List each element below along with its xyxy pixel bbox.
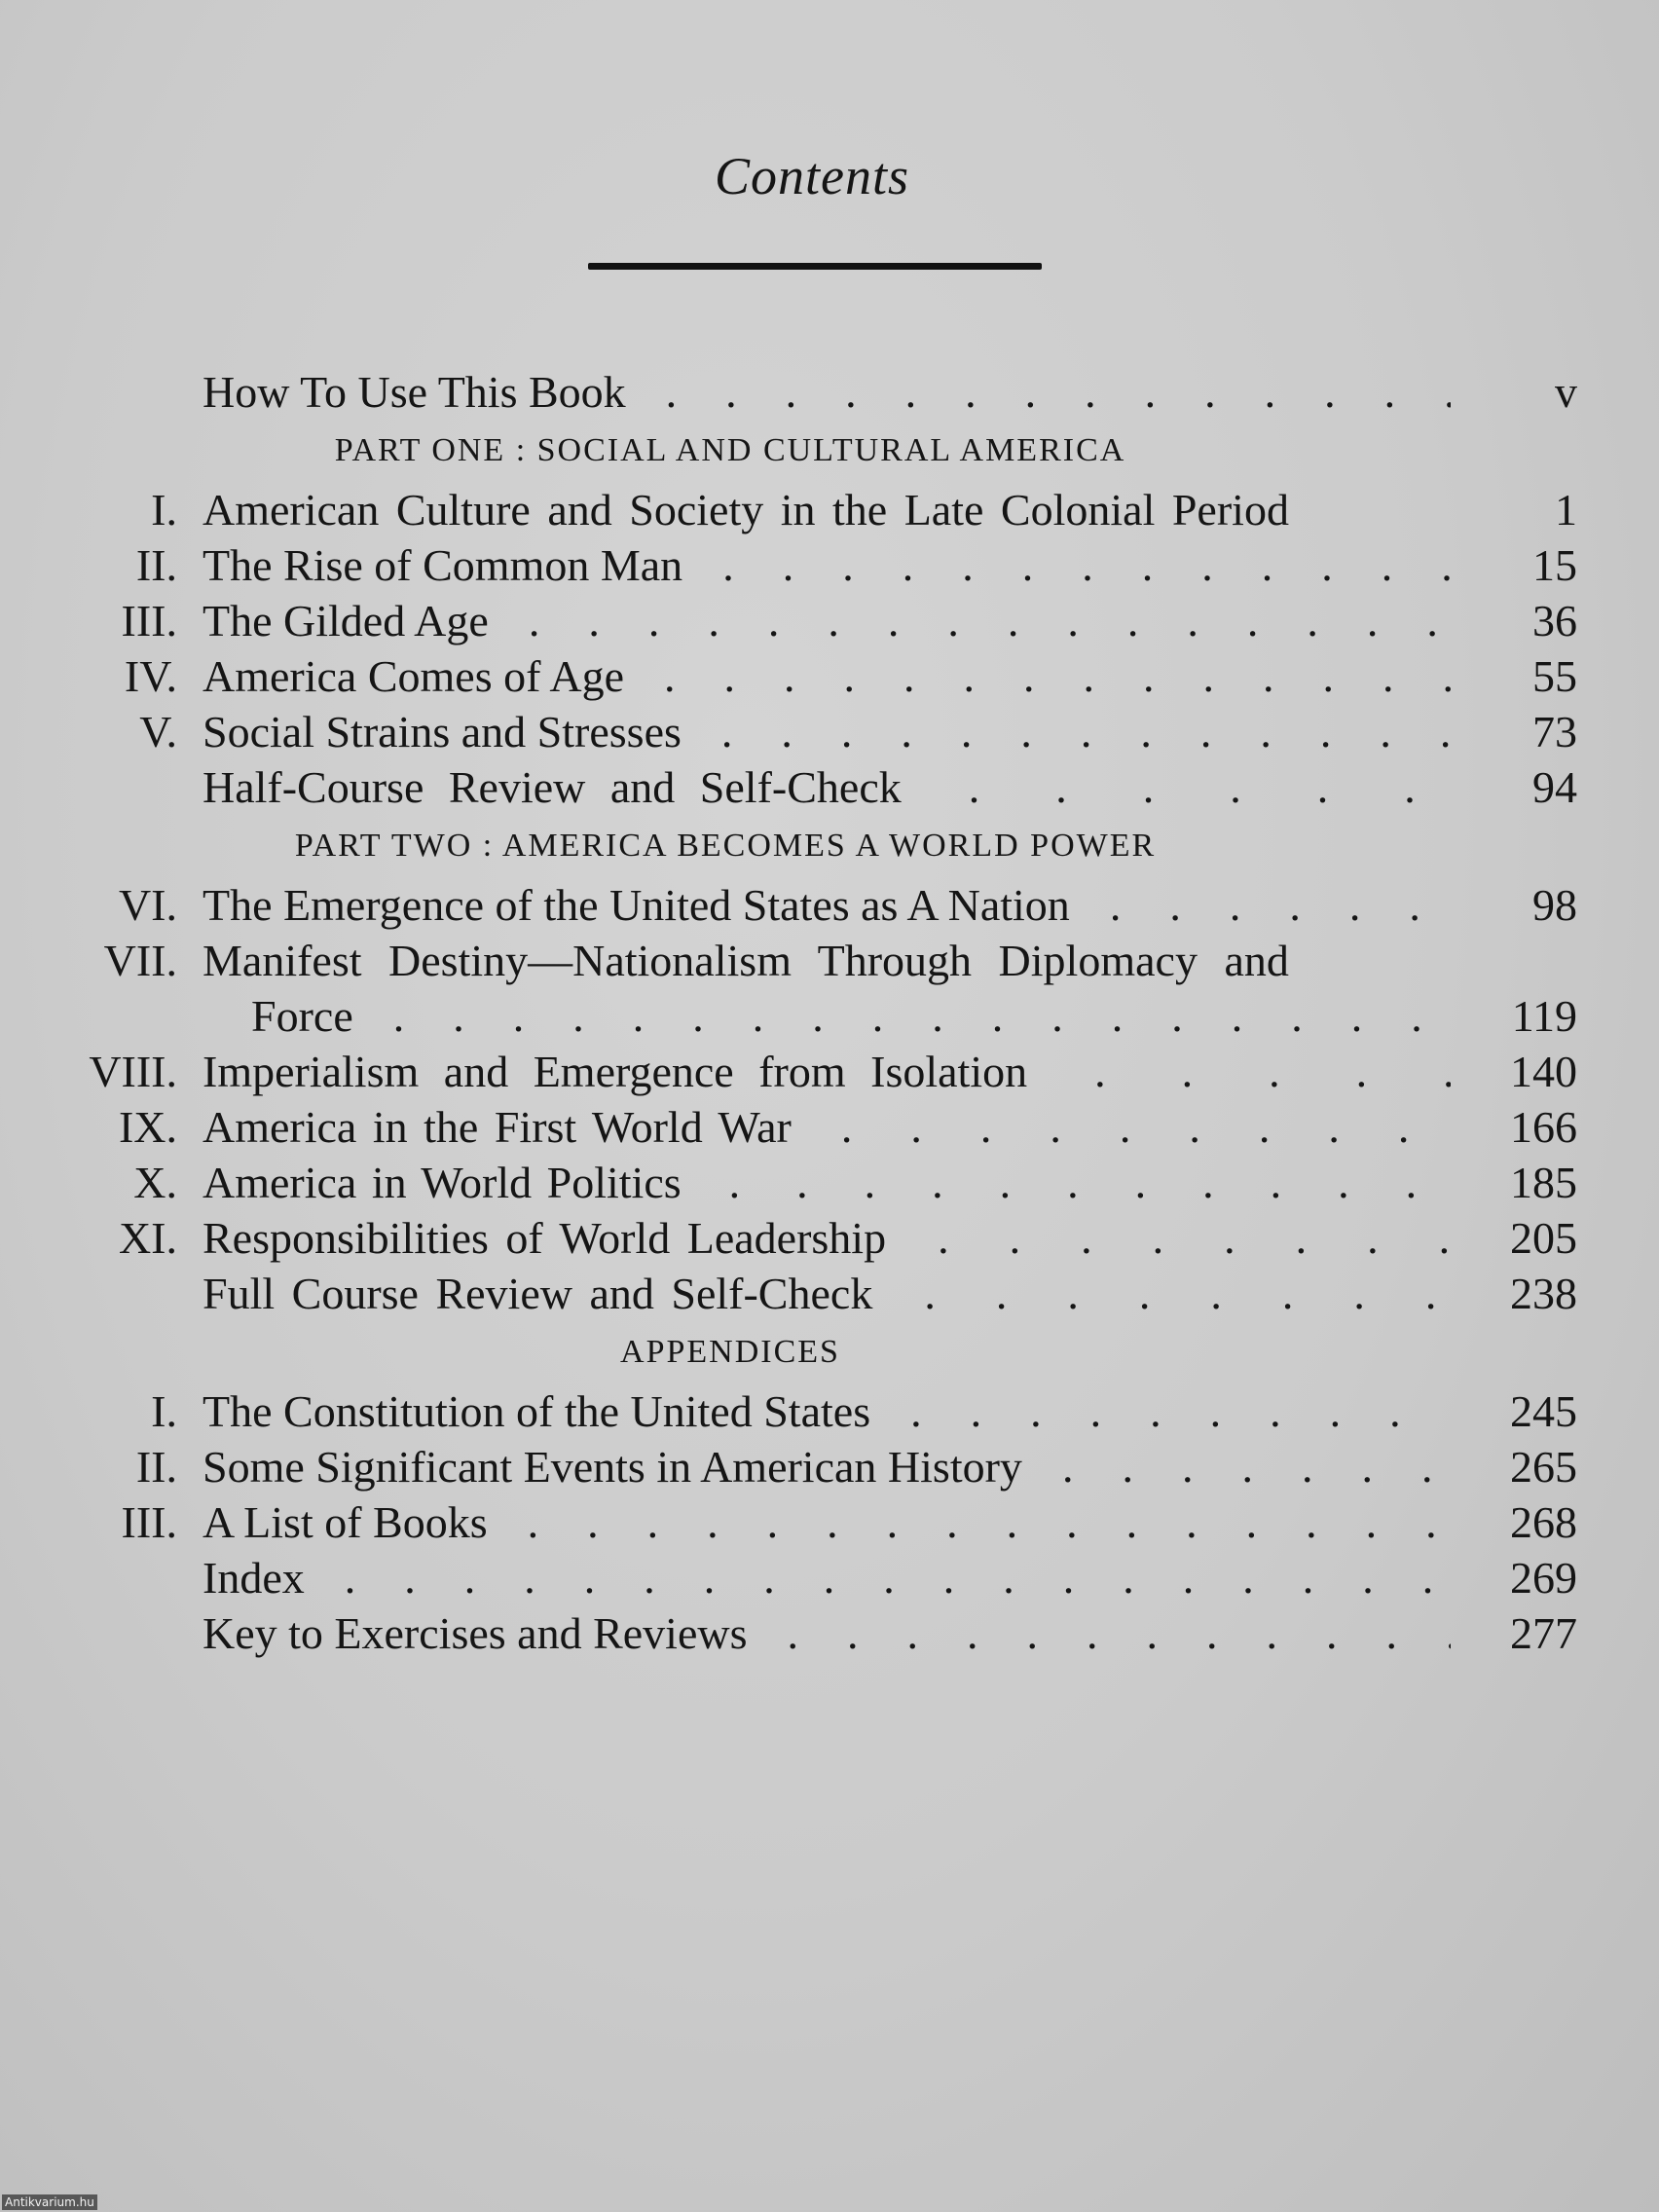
toc-entry-page: 205 — [1510, 1213, 1577, 1263]
toc-entry-label: Social Strains and Stresses . . — [203, 704, 1451, 759]
toc-entry-label: A List of Books . . — [203, 1494, 1451, 1550]
table-of-contents — [0, 364, 1659, 1661]
toc-entry-page: 98 — [1532, 880, 1577, 930]
toc-entry-number: III. — [121, 596, 177, 645]
toc-entry-page: v — [1555, 367, 1577, 417]
toc-entry-number: VIII. — [89, 1047, 177, 1096]
toc-entry-page: 268 — [1510, 1497, 1577, 1547]
toc-entry-page: 185 — [1510, 1158, 1577, 1207]
toc-entry-label: Responsibilities of World Leadership . . — [203, 1210, 1451, 1266]
toc-entry-number: X. — [133, 1158, 177, 1207]
toc-entry-number: XI. — [118, 1213, 177, 1263]
toc-entry-page: 15 — [1532, 540, 1577, 590]
toc-entry-label: Some Significant Events in American History . . — [203, 1439, 1451, 1494]
toc-entry-label: America in World Politics . . — [203, 1155, 1451, 1210]
toc-entry — [0, 482, 1659, 537]
toc-entry-number: I. — [151, 1386, 177, 1436]
toc-entry — [0, 537, 1659, 593]
toc-entry-number: VII. — [103, 936, 177, 985]
toc-entry-page: 73 — [1532, 707, 1577, 756]
toc-entry-label: The Constitution of the United States . . — [203, 1383, 1451, 1439]
toc-entry — [0, 933, 1659, 988]
toc-entry — [0, 1494, 1659, 1550]
toc-entry — [0, 1383, 1659, 1439]
part-two-heading: PART TWO : AMERICA BECOMES A WORLD POWER — [294, 828, 1157, 864]
toc-entry-page: 245 — [1510, 1386, 1577, 1436]
toc-entry-page: 265 — [1510, 1442, 1577, 1492]
toc-entry — [0, 704, 1659, 759]
toc-entry-label: America Comes of Age . . — [203, 648, 1451, 704]
toc-entry-number: II. — [135, 1442, 177, 1492]
toc-entry-page: 277 — [1510, 1608, 1577, 1658]
toc-entry-label: The Gilded Age . . — [203, 593, 1451, 648]
toc-entry-number: VI. — [118, 880, 177, 930]
toc-entry-page: 140 — [1510, 1047, 1577, 1096]
appendices-heading: APPENDICES — [620, 1334, 840, 1370]
toc-entry-label: Full Course Review and Self-Check . . — [203, 1266, 1451, 1321]
toc-entry-number: IV. — [124, 651, 177, 701]
toc-entry-label: The Emergence of the United States as A Nation . . — [203, 877, 1451, 933]
toc-entry-continuation — [0, 988, 1659, 1044]
toc-entry-page: 238 — [1510, 1269, 1577, 1318]
toc-entry-page: 119 — [1511, 991, 1577, 1041]
toc-entry-number: IX. — [118, 1102, 177, 1152]
toc-entry — [0, 1550, 1659, 1605]
toc-entry-front — [0, 364, 1659, 420]
toc-entry-label: Half-Course Review and Self-Check . . — [203, 759, 1451, 815]
toc-entry-label: American Culture and Society in the Late Colonial Period — [203, 485, 1289, 535]
toc-entry — [0, 648, 1659, 704]
toc-entry-page: 166 — [1510, 1102, 1577, 1152]
toc-entry-label: Imperialism and Emergence from Isolation . . — [203, 1044, 1451, 1099]
toc-entry-label: Index . . — [203, 1550, 1451, 1605]
toc-entry-label-continued: Force . . — [251, 988, 1451, 1044]
toc-entry-page: 1 — [1555, 485, 1577, 535]
toc-entry — [0, 1266, 1659, 1321]
toc-entry-number: II. — [135, 540, 177, 590]
toc-entry-label: How To Use This Book . . — [203, 364, 1451, 420]
toc-entry-label: America in the First World War . . — [203, 1099, 1451, 1155]
toc-entry-number: V. — [139, 707, 177, 756]
toc-entry — [0, 1605, 1659, 1661]
toc-entry — [0, 593, 1659, 648]
watermark: Antikvarium.hu — [2, 2194, 97, 2210]
toc-entry — [0, 1210, 1659, 1266]
toc-entry — [0, 1099, 1659, 1155]
toc-entry-label: The Rise of Common Man . . — [203, 537, 1451, 593]
page-title: Contents — [714, 147, 909, 205]
title-rule — [588, 263, 1042, 270]
toc-entry-number: I. — [151, 485, 177, 535]
toc-entry — [0, 759, 1659, 815]
toc-entry — [0, 1439, 1659, 1494]
toc-entry-label: Key to Exercises and Reviews . . — [203, 1605, 1451, 1661]
toc-entry-page: 94 — [1532, 762, 1577, 812]
toc-entry-label: Manifest Destiny—Nationalism Through Diplomacy and — [203, 936, 1289, 985]
toc-entry-number: III. — [121, 1497, 177, 1547]
toc-entry-page: 36 — [1532, 596, 1577, 645]
toc-entry — [0, 877, 1659, 933]
toc-entry-page: 55 — [1532, 651, 1577, 701]
part-one-heading: PART ONE : SOCIAL AND CULTURAL AMERICA — [334, 432, 1126, 468]
toc-entry — [0, 1044, 1659, 1099]
toc-entry — [0, 1155, 1659, 1210]
toc-entry-page: 269 — [1510, 1553, 1577, 1603]
